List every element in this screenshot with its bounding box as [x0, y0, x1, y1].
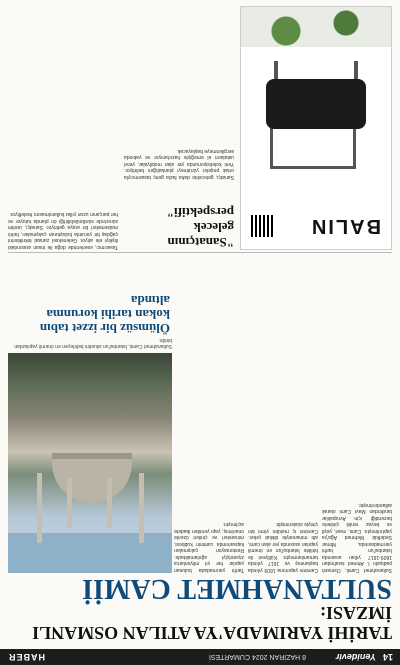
interview-body-left: Sanatçı, gelecekte daha fazla genç tasarımcıyla ortak projeler yürütmeyi planladığını belirtiyor. Yeni koleksiyonunda yer alan mobilyalar, yerel ustaların el emeğiyle hazırlanıyor ve yakında sergilenmeye başlayacak.: [124, 148, 234, 180]
mosque-dome: [52, 453, 132, 503]
article-paragraph: Tarihi yarımadada bulunan yapılar her yıl milyonlarca ziyaretçiyi ağırlamaktadır. Restorasyon çalışmaları kapsamında caminin kubbesi, minareleri ve çinileri özenle onarılmış, yapı yeniden ibadete açılmıştır.: [174, 521, 244, 573]
interview-article: [8, 8, 234, 250]
qr-code-icon: [251, 215, 273, 237]
ad-brand: BALIN: [309, 215, 381, 237]
minaret: [139, 473, 144, 543]
sub-headline: Ölümsüz bir izzet tabın kokan tarihi korunma altında: [39, 293, 170, 336]
chair-leg: [274, 61, 278, 79]
furniture-advertisement: [240, 6, 392, 250]
article-column-3: [174, 253, 244, 573]
article-paragraph: Sultanahmet Camii, Osmanlı padişahı I. Ahmed tarafından 1609-1617 yılları arasında İstanbul'un tarihi yarımadasında, Mimar Sedefkâr Mehmed Ağa'ya yaptırılmıştır. Cami, mavi, yeşil ve beyaz renkli çinilerle bezendiği için Avrupalılar tarafından Mavi Cami olarak adlandırılmıştır.: [322, 502, 392, 573]
headline-line-1: TARİHİ YARIMADA'YA ATILAN OSMANLI İMZASI:: [32, 603, 392, 643]
section-label: HABER: [8, 652, 46, 662]
main-headline: [8, 573, 392, 643]
issue-date: 8 HAZİRAN 2024 CUMARTESİ: [208, 653, 306, 661]
photo-caption: Sultanahmet Camii, İstanbul'un siluetini belirleyen en önemli yapılardan biridir.: [14, 337, 172, 349]
minaret: [107, 478, 112, 528]
article-column-2: [248, 253, 318, 573]
interview-quote-title: "Sanatçının gelecek perspektifi": [166, 205, 234, 250]
page-number: 14: [383, 652, 394, 662]
chair-seat: [266, 79, 366, 129]
minaret: [67, 478, 72, 528]
article-column-1: [322, 253, 392, 573]
mosque-photo: [8, 353, 172, 573]
article-paragraph: Caminin yapımına 1609 yılında başlanmış ve 1617 yılında tamamlanmıştır. Külliyesi ile birlikte İstanbul'un en önemli yapıları arasında yer alan cami, altı minaresiyle dikkat çeker. Caminin iç mekânı yirmi bin çiniyle süslenmiştir.: [248, 521, 318, 573]
chair-illustration: [266, 59, 366, 179]
newspaper-logo: Yenidevir: [335, 652, 376, 662]
sea-area: [8, 533, 172, 573]
section-divider: [8, 252, 392, 253]
headline-line-2: SULTANAHMET CAMİİ: [82, 573, 392, 604]
interview-body-right: Tasarımcı, eserlerinde doğa ile insan arasındaki ilişkiyi ele alıyor. Geleneksel zanaat tekniklerini çağdaş bir yorumla buluşturan çalışmaları, farklı malzemeleri bir araya getiriyor. Sanatçı, üretim sürecinde sürdürülebilirliği ön planda tutuyor ve her parçanın uzun yıllar kullanılmasını hedefliyor.: [8, 211, 118, 250]
chair-leg: [354, 61, 358, 79]
plant-decoration: [241, 7, 391, 47]
minaret: [37, 473, 42, 543]
page-header-bar: [0, 649, 400, 665]
